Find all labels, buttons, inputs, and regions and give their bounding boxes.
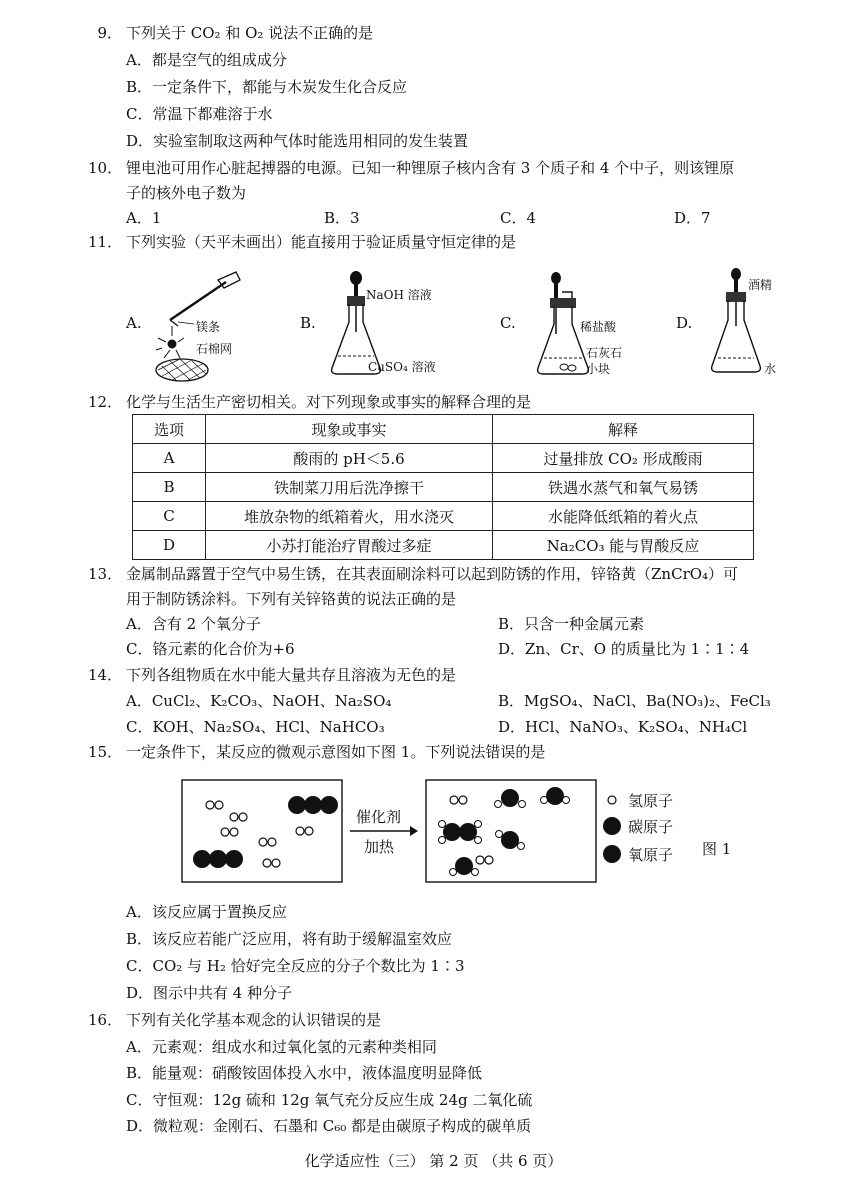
q11-option-b-label: B. — [300, 314, 316, 332]
q9-option-b-text: 一定条件下，都能与木炭发生化合反应 — [152, 78, 408, 96]
q13-text-line2: 用于制防锈涂料。下列有关锌铬黄的说法正确的是 — [126, 590, 457, 608]
table-cell: 铁遇水蒸气和氧气易锈 — [493, 473, 754, 502]
q9-option-c: C．常温下都难溶于水 — [126, 105, 273, 123]
q13-option-d: D．Zn、Cr、O 的质量比为 1∶1∶4 — [498, 640, 750, 658]
table-cell: D — [133, 531, 206, 560]
q11-label-stone1: 石灰石 — [586, 346, 623, 360]
q16-option-b: B．能量观：硝酸铵固体投入水中，液体温度明显降低 — [126, 1064, 483, 1082]
q13-option-a: A．含有 2 个氧分子 — [126, 615, 261, 633]
page-footer: 化学适应性（三） 第 2 页 （共 6 页） — [304, 1152, 563, 1170]
q15-option-a: A．该反应属于置换反应 — [126, 903, 287, 921]
q11-label-water: 水 — [764, 362, 777, 376]
table-cell: 过量排放 CO₂ 形成酸雨 — [493, 444, 754, 473]
q11-label-alcohol: 酒精 — [748, 278, 773, 292]
table-row — [133, 531, 754, 560]
q15-arrow-top: 催化剂 — [356, 808, 402, 826]
q10-option-a: A．1 — [126, 209, 162, 227]
q13-option-b: B．只含一种金属元素 — [498, 615, 645, 633]
q16-text: 下列有关化学基本观念的认识错误的是 — [126, 1011, 382, 1029]
table-cell: B — [133, 473, 206, 502]
q15-arrow-bottom: 加热 — [364, 838, 395, 856]
q11-option-d-label: D. — [676, 314, 693, 332]
q15-option-b: B．该反应若能广泛应用，将有助于缓解温室效应 — [126, 930, 453, 948]
q11-option-c-label: C. — [500, 314, 516, 332]
q11-label-mg: 镁条 — [196, 320, 221, 334]
q11-number: 11． — [88, 233, 123, 251]
q11-label-net: 石棉网 — [196, 342, 233, 356]
q9-option-b: B．一定条件下，都能与木炭发生化合反应 — [126, 78, 408, 96]
table-header: 解释 — [493, 415, 754, 444]
q10-stem — [88, 157, 734, 179]
table-cell: 水能降低纸箱的着火点 — [493, 502, 754, 531]
q15-legend-carbon: 碳原子 — [628, 818, 674, 836]
q14-option-b: B．MgSO₄、NaCl、Ba(NO₃)₂、FeCl₃ — [498, 692, 771, 710]
q15-legend-symbols — [600, 790, 624, 870]
q11-label-stone2: 小块 — [586, 362, 611, 376]
q12-stem — [88, 391, 531, 413]
q12-number: 12． — [88, 393, 123, 411]
q15-option-d: D．图示中共有 4 种分子 — [126, 984, 293, 1002]
q9-number: 9． — [97, 24, 122, 42]
q15-number: 15． — [88, 743, 123, 761]
q14-option-d: D．HCl、NaNO₃、K₂SO₄、NH₄Cl — [498, 718, 748, 736]
q10-option-c: C．4 — [500, 209, 537, 227]
q14-text: 下列各组物质在水中能大量共存且溶液为无色的是 — [126, 666, 457, 684]
q15-legend-oxygen: 氧原子 — [628, 846, 674, 864]
table-cell: A — [133, 444, 206, 473]
q14-option-c: C．KOH、Na₂SO₄、HCl、NaHCO₃ — [126, 718, 385, 736]
q11-text: 下列实验（天平未画出）能直接用于验证质量守恒定律的是 — [126, 233, 517, 251]
table-cell: Na₂CO₃ 能与胃酸反应 — [493, 531, 754, 560]
q13-option-c: C．铬元素的化合价为+6 — [126, 640, 295, 658]
q11-option-a-label: A. — [126, 314, 142, 332]
q10-text-line2: 子的核外电子数为 — [126, 184, 247, 202]
q13-number: 13． — [88, 565, 123, 583]
q12-text: 化学与生活生产密切相关。对下列现象或事实的解释合理的是 — [126, 393, 532, 411]
table-cell: 酸雨的 pH＜5.6 — [206, 444, 493, 473]
q12-table — [132, 414, 754, 560]
q16-option-a: A．元素观：组成水和过氧化氢的元素种类相同 — [126, 1038, 437, 1056]
table-header: 选项 — [133, 415, 206, 444]
q14-number: 14． — [88, 666, 123, 684]
q13-stem — [88, 563, 738, 585]
table-cell: C — [133, 502, 206, 531]
q14-stem — [88, 664, 456, 686]
q10-option-b: B．3 — [324, 209, 360, 227]
q15-legend-hydrogen: 氢原子 — [628, 792, 674, 810]
table-cell: 小苏打能治疗胃酸过多症 — [206, 531, 493, 560]
q16-option-d: D．微粒观：金刚石、石墨和 C₆₀ 都是由碳原子构成的碳单质 — [126, 1117, 532, 1135]
q11-label-naoh: NaOH 溶液 — [366, 288, 432, 302]
q15-stem — [88, 741, 545, 763]
q9-stem — [88, 22, 373, 44]
q16-option-c: C．守恒观：12g 硫和 12g 氧气充分反应生成 24g 二氧化硫 — [126, 1091, 533, 1109]
q15-option-c: C．CO₂ 与 H₂ 恰好完全反应的分子个数比为 1∶3 — [126, 957, 465, 975]
q15-text: 一定条件下，某反应的微观示意图如下图 1。下列说法错误的是 — [126, 743, 546, 761]
q13-text-line1: 金属制品露置于空气中易生锈，在其表面刷涂料可以起到防锈的作用，锌铬黄（ZnCrO₄）可 — [126, 565, 739, 583]
table-header: 现象或事实 — [206, 415, 493, 444]
table-row — [133, 502, 754, 531]
table-cell: 铁制菜刀用后洗净擦干 — [206, 473, 493, 502]
q10-number: 10． — [88, 159, 123, 177]
q16-stem — [88, 1009, 381, 1031]
q9-option-a: A．都是空气的组成成分 — [126, 51, 287, 69]
q16-number: 16． — [88, 1011, 123, 1029]
q9-option-d: D．实验室制取这两种气体时能选用相同的发生装置 — [126, 132, 469, 150]
q11-label-hcl: 稀盐酸 — [580, 320, 617, 334]
table-row — [133, 473, 754, 502]
q15-figure-label: 图 1 — [702, 840, 732, 858]
table-cell: 堆放杂物的纸箱着火，用水浇灭 — [206, 502, 493, 531]
q10-text-line1: 锂电池可用作心脏起搏器的电源。已知一种锂原子核内含有 3 个质子和 4 个中子，则该锂原 — [126, 159, 735, 177]
q11-stem — [88, 231, 516, 253]
table-row — [133, 444, 754, 473]
q14-option-a: A．CuCl₂、K₂CO₃、NaOH、Na₂SO₄ — [126, 692, 392, 710]
table-header-row — [133, 415, 754, 444]
q11-label-cuso4: CuSO₄ 溶液 — [368, 360, 436, 374]
q9-text: 下列关于 CO₂ 和 O₂ 说法不正确的是 — [126, 24, 374, 42]
q10-option-d: D．7 — [674, 209, 711, 227]
q15-reaction-diagram — [180, 776, 600, 886]
